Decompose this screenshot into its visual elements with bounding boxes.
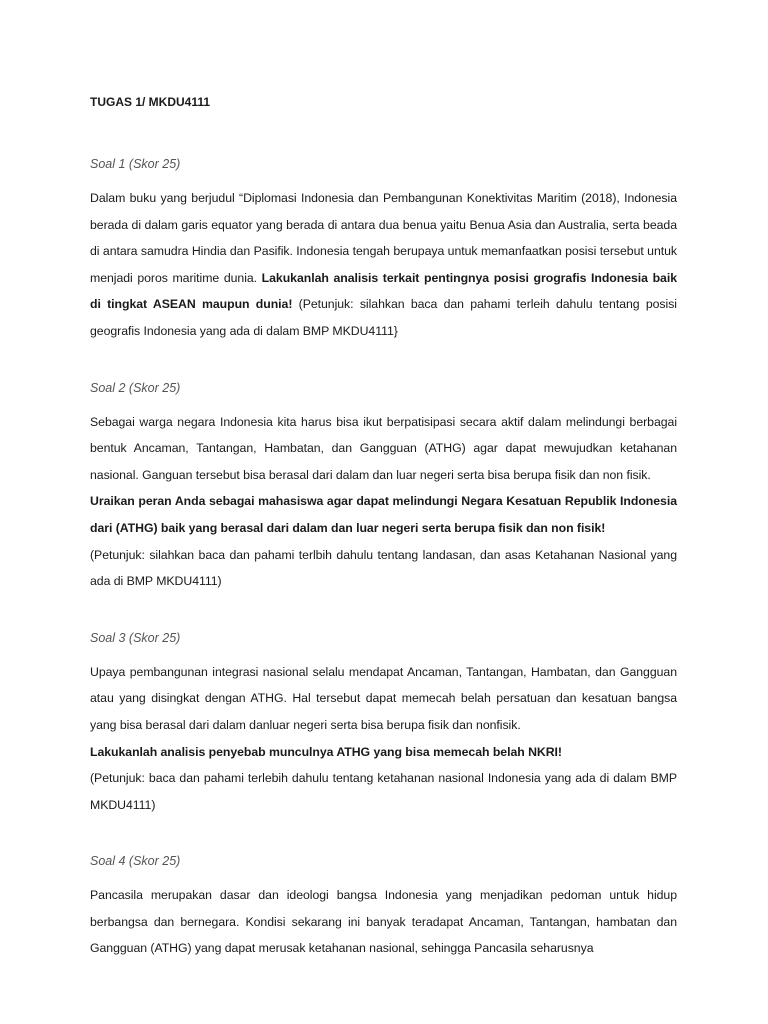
question-2-task-text: Uraikan peran Anda sebagai mahasiswa agar dapat melindungi Negara Kesatuan Republik Indonesia dari (ATHG) baik yang berasal dari dalam dan luar negeri serta berupa fisik dan non fisik! [90,494,677,535]
document-title: TUGAS 1/ MKDU4111 [90,95,211,109]
question-2 [90,379,677,595]
question-4-body [90,882,677,962]
question-1-body [90,185,677,345]
question-1-task-text: Lakukanlah analisis terkait pentingnya posisi grografis Indonesia baik di tingkat ASEAN maupun dunia! [90,270,677,312]
question-3-heading: Soal 3 (Skor 25) [90,630,181,645]
question-1 [90,155,677,345]
question-3-hint-text: (Petunjuk: baca dan pahami terlebih dahulu tentang ketahanan nasional Indonesia yang ada di dalam BMP MKDU4111) [90,771,677,812]
question-3 [90,629,677,819]
question-3-task-text: Lakukanlah analisis penyebab munculnya ATHG yang bisa memecah belah NKRI! [90,744,562,759]
question-2-intro-text: Sebagai warga negara Indonesia kita harus bisa ikut berpatisipasi secara aktif dalam melindungi berbagai bentuk Ancaman, Tantangan, Hambatan, dan Gangguan (ATHG) agar dapat mewujudkan ketahanan nasional. Ganguan tersebut bisa berasal dari dalam dan luar negeri serta bisa berupa fisik dan non fisik. [90,414,677,482]
question-3-body [90,659,677,819]
question-4 [90,852,677,962]
question-2-hint-text: (Petunjuk: silahkan baca dan pahami terlbih dahulu tentang landasan, dan asas Ketahanan Nasional yang ada di BMP MKDU4111) [90,547,677,589]
question-1-intro-text: Dalam buku yang berjudul “Diplomasi Indonesia dan Pembangunan Konektivitas Maritim (2018), Indonesia berada di dalam garis equator yang berada di antara dua benua yaitu Benua Asia dan Australia, serta beada di antara samudra Hindia dan Pasifik. Indonesia tengah berupaya untuk memanfaatkan posisi tersebut untuk menjadi poros maritime dunia. [90,191,677,285]
question-4-intro-text: Pancasila merupakan dasar dan ideologi bangsa Indonesia yang menjadikan pedoman untuk hidup berbangsa dan bernegara. Kondisi sekarang ini banyak teradapat Ancaman, Tantangan, hambatan dan Gangguan (ATHG) yang dapat merusak ketahanan nasional, sehingga Pancasila seharusnya [90,888,677,956]
question-1-hint-text: (Petunjuk: silahkan baca dan pahami terleih dahulu tentang posisi geografis Indonesia yang ada di dalam BMP MKDU4111} [90,297,677,338]
question-2-heading: Soal 2 (Skor 25) [90,380,181,395]
question-3-intro-text: Upaya pembangunan integrasi nasional selalu mendapat Ancaman, Tantangan, Hambatan, dan Gangguan atau yang disingkat dengan ATHG. Hal tersebut dapat memecah belah persatuan dan kesatuan bangsa yang bisa berasal dari dalam danluar negeri serta bisa berupa fisik dan nonfisik. [90,664,677,732]
question-4-heading: Soal 4 (Skor 25) [90,854,181,869]
question-1-heading: Soal 1 (Skor 25) [90,157,181,171]
document-page [90,93,677,996]
question-2-body [90,409,677,595]
